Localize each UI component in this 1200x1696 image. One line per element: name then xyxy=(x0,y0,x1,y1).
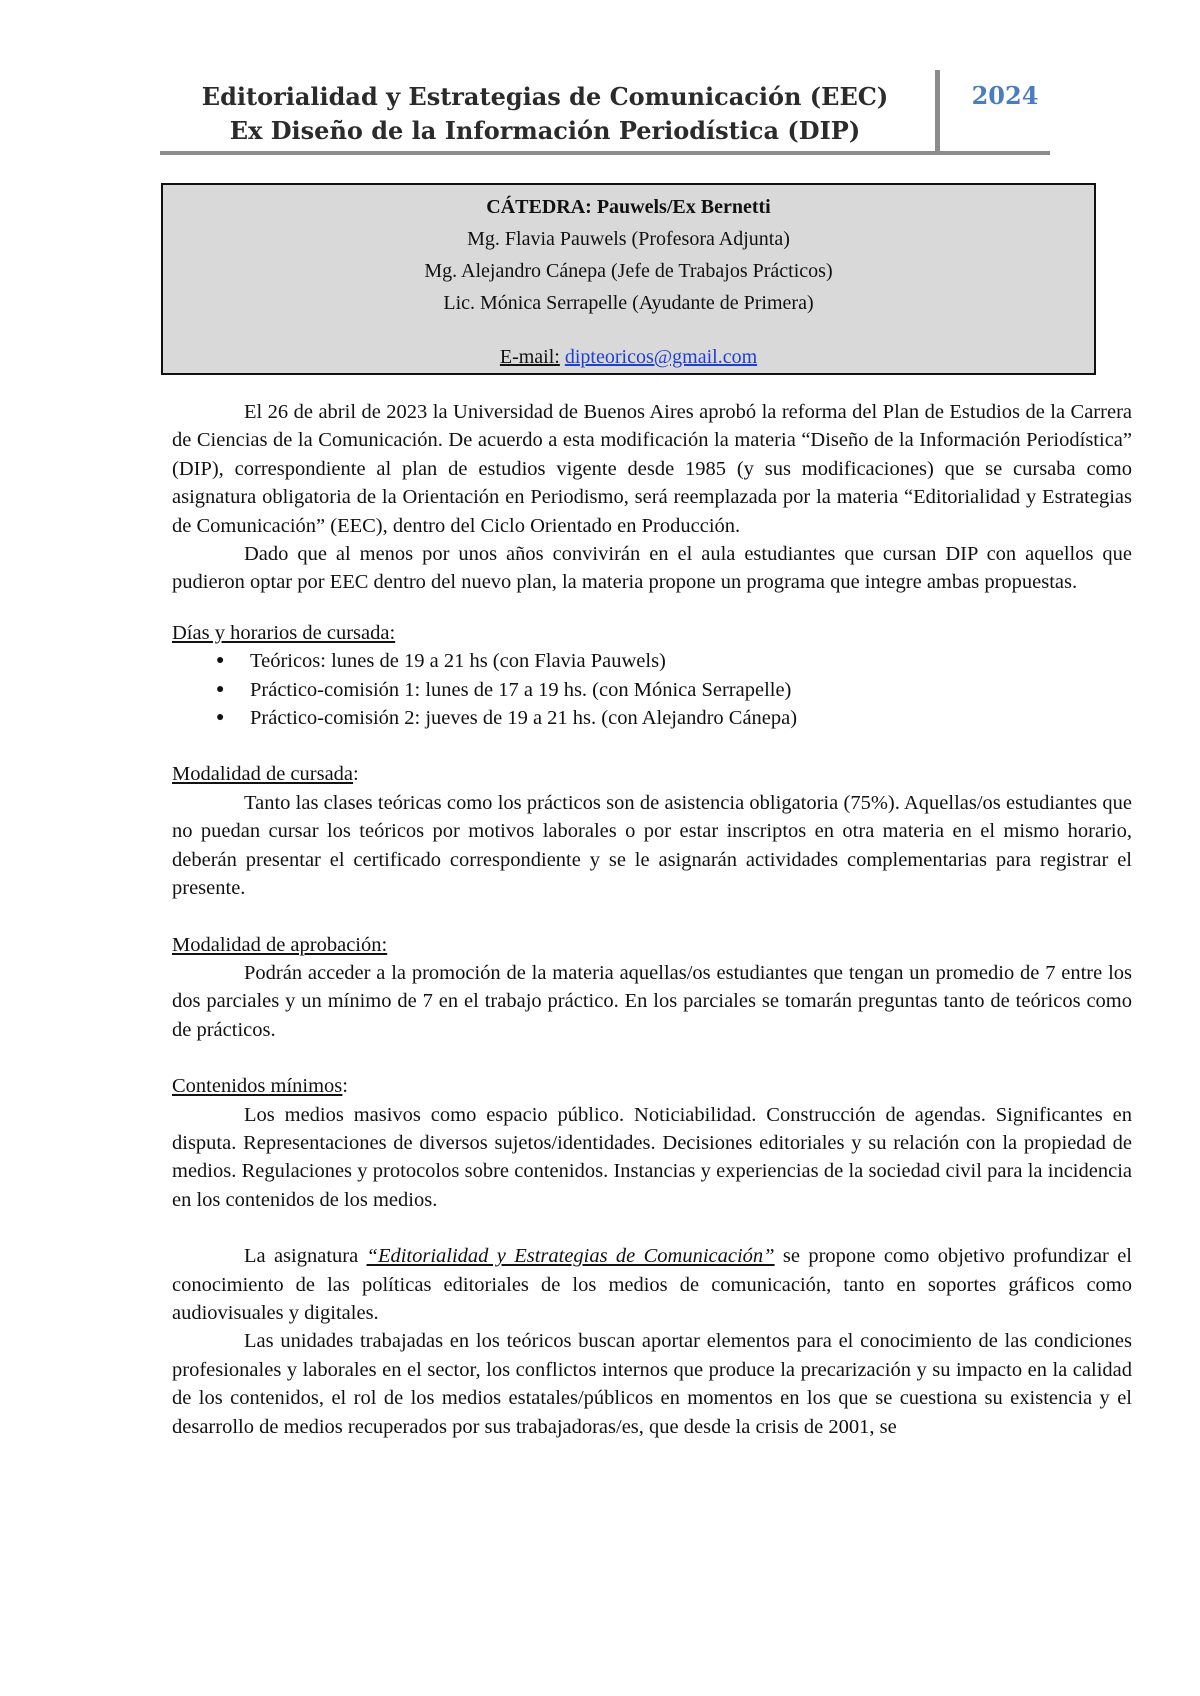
asignatura-paragraph-2: Las unidades trabajadas en los teóricos buscan aportar elementos para el conocimiento de las condiciones profesionales y laborales en el sector, los conflictos internos que produce la precarización y su impacto en la calidad de los contenidos, el rol de los medios estatales/públicos en momentos en los que se cuestiona su existencia y el desarrollo de medios recuperados por sus trabajadoras/es, que desde la crisis de 2001, se xyxy=(172,1330,1132,1438)
modalidad-aprobacion-text: Podrán acceder a la promoción de la materia aquellas/os estudiantes que tengan un promedio de 7 entre los dos parciales y un mínimo de 7 en el trabajo práctico. En los parciales se tomarán preguntas tanto de teóricos como de prácticos. xyxy=(172,961,1132,1041)
schedule-list xyxy=(172,647,1132,732)
colon: : xyxy=(353,763,359,786)
asignatura-start: La asignatura xyxy=(244,1245,367,1268)
contenidos-heading-line xyxy=(172,1072,1132,1100)
modalidad-cursada-text: Tanto las clases teóricas como los prácticos son de asistencia obligatoria (75%). Aquellas/os estudiantes que no puedan cursar los teóricos por motivos laborales o por estar inscriptos en otra materia en el mismo horario, deberán presentar el certificado correspondiente y se le asignarán actividades complementarias para registrar el presente. xyxy=(172,791,1132,900)
modalidad-cursada-heading: Modalidad de cursada xyxy=(172,763,354,786)
asignatura-title: “Editorialidad y Estrategias de Comunicación” xyxy=(366,1245,775,1268)
intro-paragraph-1: El 26 de abril de 2023 la Universidad de Buenos Aires aprobó la reforma del Plan de Estudios de la Carrera de Ciencias de la Comunicación. De acuerdo a esta modificación la materia “Diseño de la Información Periodística” (DIP), correspondiente al plan de estudios vigente desde 1985 (y sus modificaciones) que se cursaba como asignatura obligatoria de la Orientación en Periodismo, será reemplazada por la materia “Editorialidad y Estrategias de Comunicación” (EEC), dentro del Ciclo Orientado en Producción. xyxy=(172,401,1132,537)
intro-paragraph-2: Dado que al menos por unos años convivirán en el aula estudiantes que cursan DIP con aquellos que pudieron optar por EEC dentro del nuevo plan, la materia propone un programa que integre ambas propuestas. xyxy=(172,543,1132,594)
contenidos-text: Los medios masivos como espacio público. Noticiabilidad. Construcción de agendas. Significantes en disputa. Representaciones de diversos sujetos/identidades. Decisiones editoriales y su relación con la propiedad de medios. Regulaciones y protocolos sobre contenidos. Instancias y experiencias de la sociedad civil para la incidencia en los contenidos de los medios. xyxy=(172,1103,1132,1211)
schedule-heading: Días y horarios de cursada: xyxy=(172,621,396,644)
title-line-1: Editorialidad y Estrategias de Comunicación (EEC) xyxy=(201,82,889,111)
header-year: 2024 xyxy=(971,81,1039,110)
contenidos-heading: Contenidos mínimos xyxy=(172,1075,343,1098)
catedra-box xyxy=(161,183,1096,375)
schedule-item: ● Práctico-comisión 1: lunes de 17 a 19 hs. (con Mónica Serrapelle) xyxy=(216,676,1132,704)
spacer xyxy=(172,1214,1132,1242)
document-title xyxy=(160,80,930,148)
email-line xyxy=(163,341,1094,373)
schedule-item: ● Práctico-comisión 2: jueves de 19 a 21 hs. (con Alejandro Cánepa) xyxy=(216,704,1132,732)
document-body xyxy=(172,398,1132,1441)
catedra-member: Mg. Flavia Pauwels (Profesora Adjunta) xyxy=(467,228,790,250)
document-header xyxy=(160,70,1050,156)
modalidad-aprobacion-heading: Modalidad de aprobación: xyxy=(172,933,388,956)
email-label: E-mail: xyxy=(499,346,560,368)
schedule-item: ● Teóricos: lunes de 19 a 21 hs (con Flavia Pauwels) xyxy=(216,647,1132,675)
title-line-2: Ex Diseño de la Información Periodística (DIP) xyxy=(229,116,861,145)
header-divider-vertical xyxy=(935,70,940,154)
colon: : xyxy=(342,1075,348,1098)
spacer xyxy=(163,319,1094,341)
email-link[interactable]: dipteoricos@gmail.com xyxy=(564,346,758,368)
modalidad-cursada-heading-line xyxy=(172,760,1132,788)
catedra-member: Mg. Alejandro Cánepa (Jefe de Trabajos Prácticos) xyxy=(424,260,833,282)
asignatura-end: se propone como objetivo profundizar el conocimiento de las políticas editoriales de los medios de comunicación, tanto en soportes gráficos como audiovisuales y digitales. xyxy=(172,1245,1132,1324)
asignatura-paragraph-1 xyxy=(172,1242,1132,1327)
catedra-member: Lic. Mónica Serrapelle (Ayudante de Primera) xyxy=(443,292,814,314)
header-divider-horizontal xyxy=(160,151,1050,155)
catedra-title: CÁTEDRA: Pauwels/Ex Bernetti xyxy=(486,196,771,218)
